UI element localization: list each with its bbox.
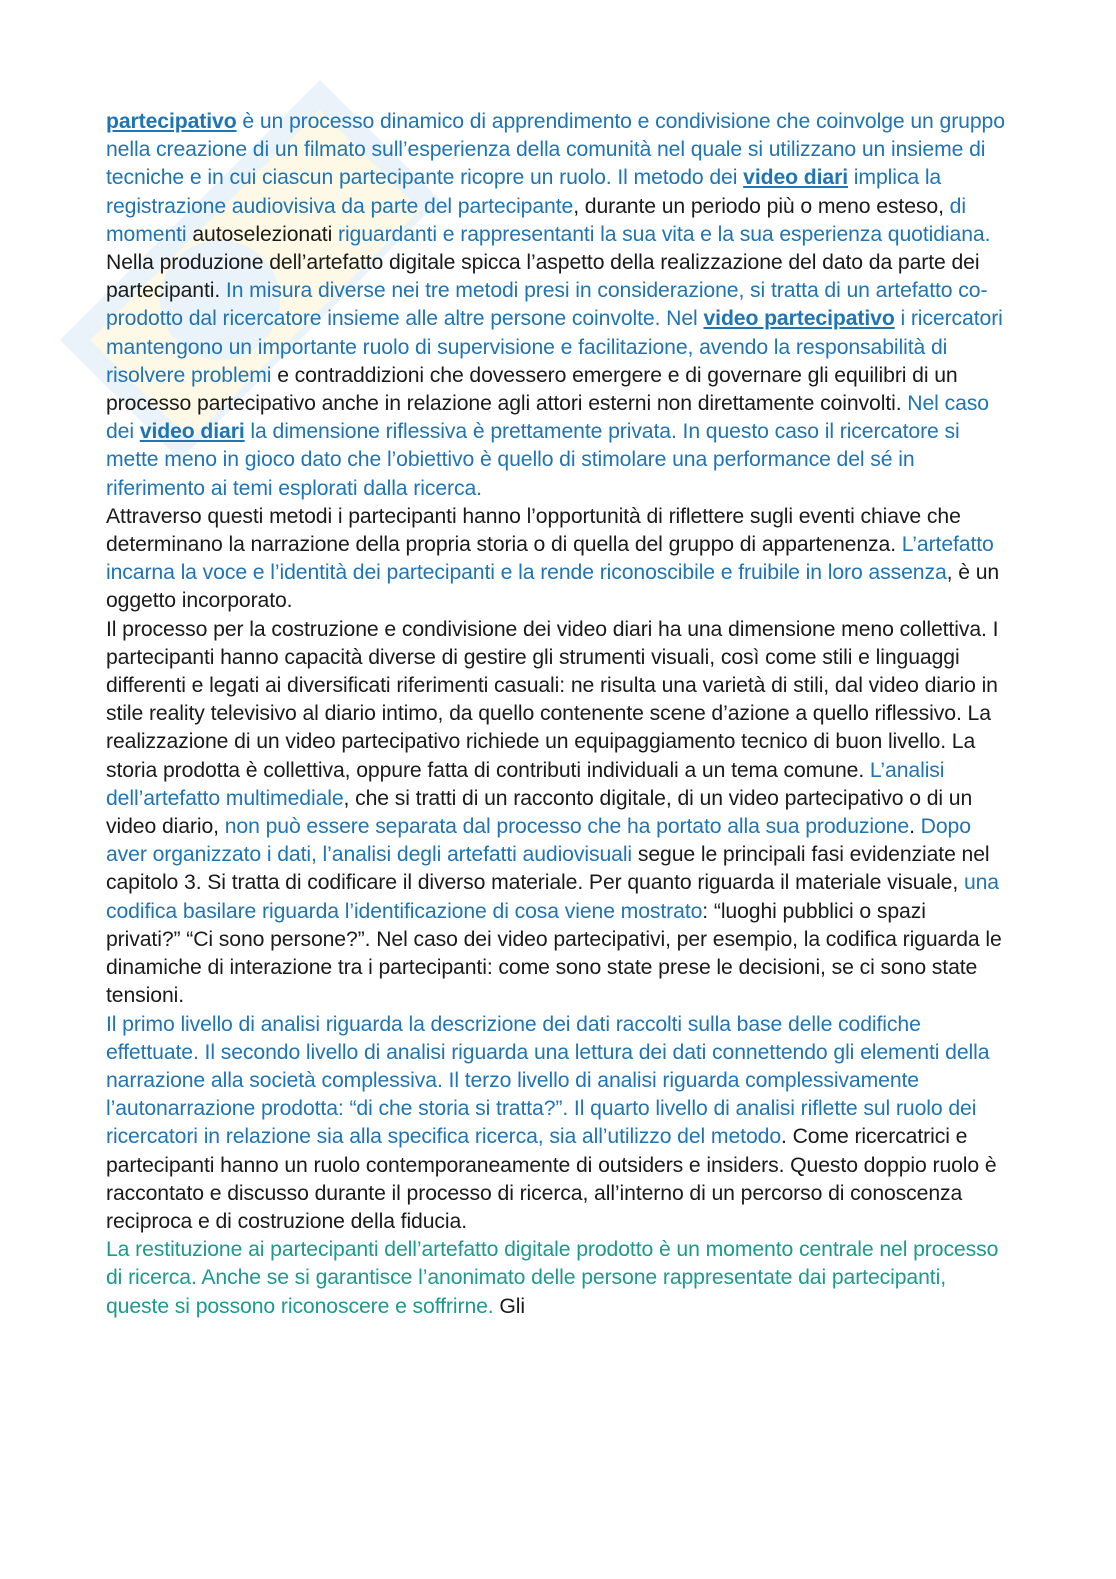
text-run: Attraverso questi metodi i partecipanti hanno l’opportunità di riflettere sugli eventi chiave che determinano la narrazione della propria storia o di quella del gruppo di appartenenza. xyxy=(106,504,961,557)
text-run: Il primo livello di analisi riguarda la descrizione dei dati raccolti sulla base delle codifiche effettuate. Il secondo livello di analisi riguarda una lettura dei dati connettendo gli elementi della narrazione alla società complessiva. Il terzo livello di analisi riguarda complessivamente l’autonarrazione prodotta: “di che storia si tratta?”. Il quarto livello di analisi riflette sul ruolo dei ricercatori in relazione sia alla specifica ricerca, sia all’utilizzo del metodo xyxy=(106,1012,990,1149)
text-run: L’analisi dell’artefatto multimediale xyxy=(106,758,945,810)
paragraph xyxy=(106,1236,1006,1321)
text-run: . Come ricercatrici e partecipanti hanno un ruolo contemporaneamente di outsiders e insiders. Questo doppio ruolo è raccontato e discusso durante il processo di ricerca, all’interno di un percorso di conoscenza reciproca e di costruzione della fiducia. xyxy=(106,1125,997,1233)
highlighted-term: video partecipativo xyxy=(703,307,895,331)
text-run: di momenti xyxy=(106,194,966,246)
document-body xyxy=(106,108,1006,1321)
highlighted-term: video diari xyxy=(139,420,245,444)
text-run: Nel caso dei xyxy=(106,392,989,444)
text-run: è un processo dinamico di apprendimento e condivisione che coinvolge un gruppo nella creazione di un filmato sull’esperienza della comunità nel quale si utilizzano un insieme di tecniche e in cui ciascun partecipante ricopre un ruolo. Il metodo dei xyxy=(106,110,1005,190)
text-run: la dimensione riflessiva è prettamente privata. In questo caso il ricercatore si mette meno in gioco dato che l’obiettivo è quello di stimolare una performance del sé in riferimento ai temi esplorati dalla ricerca. xyxy=(106,420,960,500)
text-run: L’artefatto incarna la voce e l’identità dei partecipanti e la rende riconoscibile e fruibile in loro assenza xyxy=(106,533,994,585)
paragraph xyxy=(106,1011,1006,1237)
text-run: non può essere separata dal processo che ha portato alla sua produzione xyxy=(224,815,910,839)
text-run: . xyxy=(909,815,921,839)
text-run: In misura diverse nei tre metodi presi in considerazione, si tratta di un artefatto co-prodotto dal ricercatore insieme alle altre persone coinvolte. Nel xyxy=(106,279,988,331)
text-run: La restituzione ai partecipanti dell’artefatto digitale prodotto è un momento centrale nel processo di ricerca. Anche se si garantisce l’anonimato delle persone rappresentate dai partecipanti, queste si possono riconoscere e soffrirne. xyxy=(106,1238,999,1318)
text-run: una codifica basilare riguarda l’identificazione di cosa viene mostrato xyxy=(106,871,999,923)
text-run: e contraddizioni che dovessero emergere e di governare gli equilibri di un processo partecipativo anche in relazione agli attori esterni non direttamente coinvolti. xyxy=(106,363,958,416)
text-run: riguardanti e rappresentanti la sua vita e la sua esperienza quotidiana. xyxy=(337,222,991,246)
text-run: : “luoghi pubblici o spazi privati?” “Ci sono persone?”. Nel caso dei video partecipativi, per esempio, la codifica riguarda le dinamiche di interazione tra i partecipanti: come sono state prese le decisioni, se ci sono state tensioni. xyxy=(106,899,1002,1008)
text-run: , è un oggetto incorporato. xyxy=(106,561,1000,613)
text-run: Gli xyxy=(493,1294,525,1318)
text-run: Il processo per la costruzione e condivisione dei video diari ha una dimensione meno collettiva. I partecipanti hanno capacità diverse di gestire gli strumenti visuali, così come stili e linguaggi differenti e legati ai diversificati riferimenti casuali: ne risulta una varietà di stili, dal video diario in stile reality televisivo al diario intimo, da quello contenente scene d’azione a quello riflessivo. La realizzazione di un video partecipativo richiede un equipaggiamento tecnico di buon livello. La storia prodotta è collettiva, oppure fatta di contributi individuali a un tema comune. xyxy=(106,617,999,782)
paragraph xyxy=(106,616,1006,1011)
paragraph xyxy=(106,249,1006,503)
highlighted-term: video diari xyxy=(743,166,849,190)
paragraph xyxy=(106,503,1006,616)
text-run: autoselezionati xyxy=(186,222,338,246)
text-run: implica la registrazione audiovisiva da parte del partecipante xyxy=(106,166,942,218)
text-run: segue le principali fasi evidenziate nel capitolo 3. Si tratta di codificare il diverso materiale. Per quanto riguarda il materiale visuale, xyxy=(106,843,990,895)
text-run: , che si tratti di un racconto digitale, di un video partecipativo o di un video diario, xyxy=(106,786,973,839)
text-run: Dopo aver organizzato i dati, l’analisi degli artefatti audiovisuali xyxy=(106,815,971,867)
paragraph xyxy=(106,108,1006,249)
highlighted-term: partecipativo xyxy=(106,110,237,133)
text-run: , durante un periodo più o meno esteso, xyxy=(573,194,950,218)
text-run: i ricercatori mantengono un importante ruolo di supervisione e facilitazione, avendo la responsabilità di risolvere problemi xyxy=(106,307,1003,387)
text-run: Nella produzione dell’artefatto digitale spicca l’aspetto della realizzazione del dato da parte dei partecipanti. xyxy=(106,251,980,303)
